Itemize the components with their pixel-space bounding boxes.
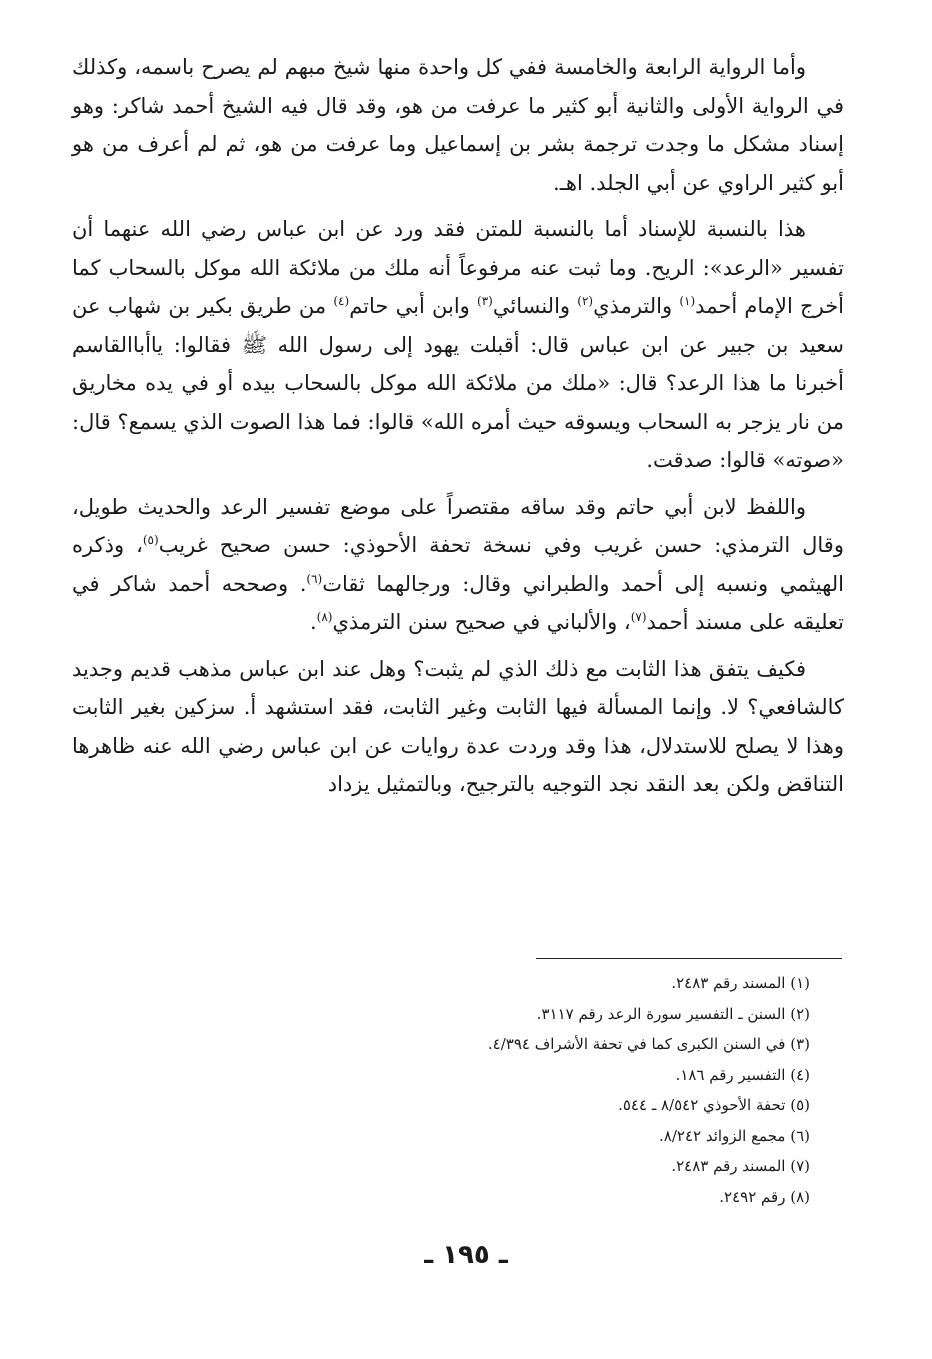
footnote-ref: (٧): [630, 610, 647, 624]
paragraph-text: ، وذكره الهيثمي ونسبه إلى أحمد والطبراني وقال: ورجالهما ثقات: [72, 533, 844, 596]
footnote-2: (٢) السنن ـ التفسير سورة الرعد رقم ٣١١٧.: [536, 1004, 810, 1023]
footnotes: [250, 968, 810, 1212]
footnote-1: (١) المسند رقم ٢٤٨٣.: [671, 974, 810, 992]
page-number: ـ ١٩٥ ـ: [424, 1240, 508, 1270]
footnote-ref: (٥): [142, 533, 159, 547]
paragraph-3: [72, 488, 844, 642]
footnote-separator: [536, 958, 842, 959]
footnote-ref: (٦): [306, 571, 323, 586]
paragraph-text: والترمذي: [593, 294, 680, 318]
footnote-7: (٧) المسند رقم ٢٤٨٣.: [671, 1157, 810, 1175]
footnote-8: (٨) رقم ٢٤٩٢.: [719, 1187, 810, 1206]
footnote-ref: (٢): [577, 294, 594, 308]
footnote-ref: (٤): [333, 294, 350, 308]
paragraph-1: [72, 48, 844, 202]
paragraph-text: واللفظ لابن أبي حاتم وقد ساقه مقتصراً على موضع تفسير الرعد والحديث طويل، وقال الترمذي: حسن غريب وفي نسخة تحفة الأحوذي: حسن صحيح غريب: [72, 494, 844, 557]
footnote-ref: (٣): [477, 294, 493, 308]
paragraph-text: وأما الرواية الرابعة والخامسة ففي كل واحدة منها شيخ مبهم لم يصرح باسمه، وكذلك في الرواية الأولى والثانية أبو كثير ما عرفت من هو، وقد قال فيه الشيخ أحمد شاكر: وهو إسناد مشكل ما وجدت ترجمة بشر بن إسماعيل وما عرفت من هو، ثم لم أعرف من هو أبو كثير الراوي عن أبي الجلد. اهـ.: [72, 55, 844, 195]
paragraph-2: [72, 210, 844, 480]
footnote-ref: (٨): [316, 610, 333, 624]
footnote-6: (٦) مجمع الزوائد ٨/٢٤٢.: [659, 1126, 810, 1145]
paragraph-text: ، والألباني في صحيح سنن الترمذي: [332, 610, 631, 634]
paragraph-text: .: [309, 610, 317, 634]
paragraph-text: فكيف يتفق هذا الثابت مع ذلك الذي لم يثبت؟ وهل عند ابن عباس مذهب قديم وجديد كالشافعي؟ لا. وإنما المسألة فيها الثابت وغير الثابت، فقد استشهد أ. سزكين بغير الثابت وهذا لا يصلح للاستدلال، هذا وقد وردت عدة روايات عن ابن عباس رضي الله عنه ظاهرها التناقض ولكن بعد النقد نجد التوجيه بالترجيح، وبالتمثيل يزداد: [72, 656, 844, 796]
footnote-4: (٤) التفسير رقم ١٨٦.: [675, 1065, 810, 1084]
footnote-3: (٣) في السنن الكبرى كما في تحفة الأشراف ٤/٣٩٤.: [487, 1035, 810, 1053]
footnote-ref: (١): [679, 294, 696, 308]
paragraph-text: من طريق بكير بن شهاب عن سعيد بن جبير عن ابن عباس قال: أقبلت يهود إلى رسول الله ﷺ فقالوا: ياأباالقاسم أخبرنا ما هذا الرعد؟ قال: «ملك من ملائكة الله موكل بالسحاب بيده أو في يده مخاريق من نار يزجر به السحاب ويسوقه حيث أمره الله» قالوا: فما هذا الصوت الذي يسمع؟ قال: «صوته» قالوا: صدقت.: [72, 294, 844, 472]
paragraph-text: . وصححه أحمد شاكر في تعليقه على مسند أحمد: [72, 571, 844, 634]
main-text: [72, 48, 844, 812]
paragraph-text: وابن أبي حاتم: [349, 294, 478, 318]
paragraph-text: والنسائي: [492, 294, 578, 318]
paragraph-text: هذا بالنسبة للإسناد أما بالنسبة للمتن فقد ورد عن ابن عباس رضي الله عنهما أن تفسير «الرعد»: الريح. وما ثبت عنه مرفوعاً أنه ملك من ملائكة الله موكل بالسحاب كما أخرج الإمام أحمد: [72, 217, 845, 318]
footnote-5: (٥) تحفة الأحوذي ٨/٥٤٢ ـ ٥٤٤.: [618, 1096, 810, 1114]
paragraph-4: [72, 650, 844, 804]
